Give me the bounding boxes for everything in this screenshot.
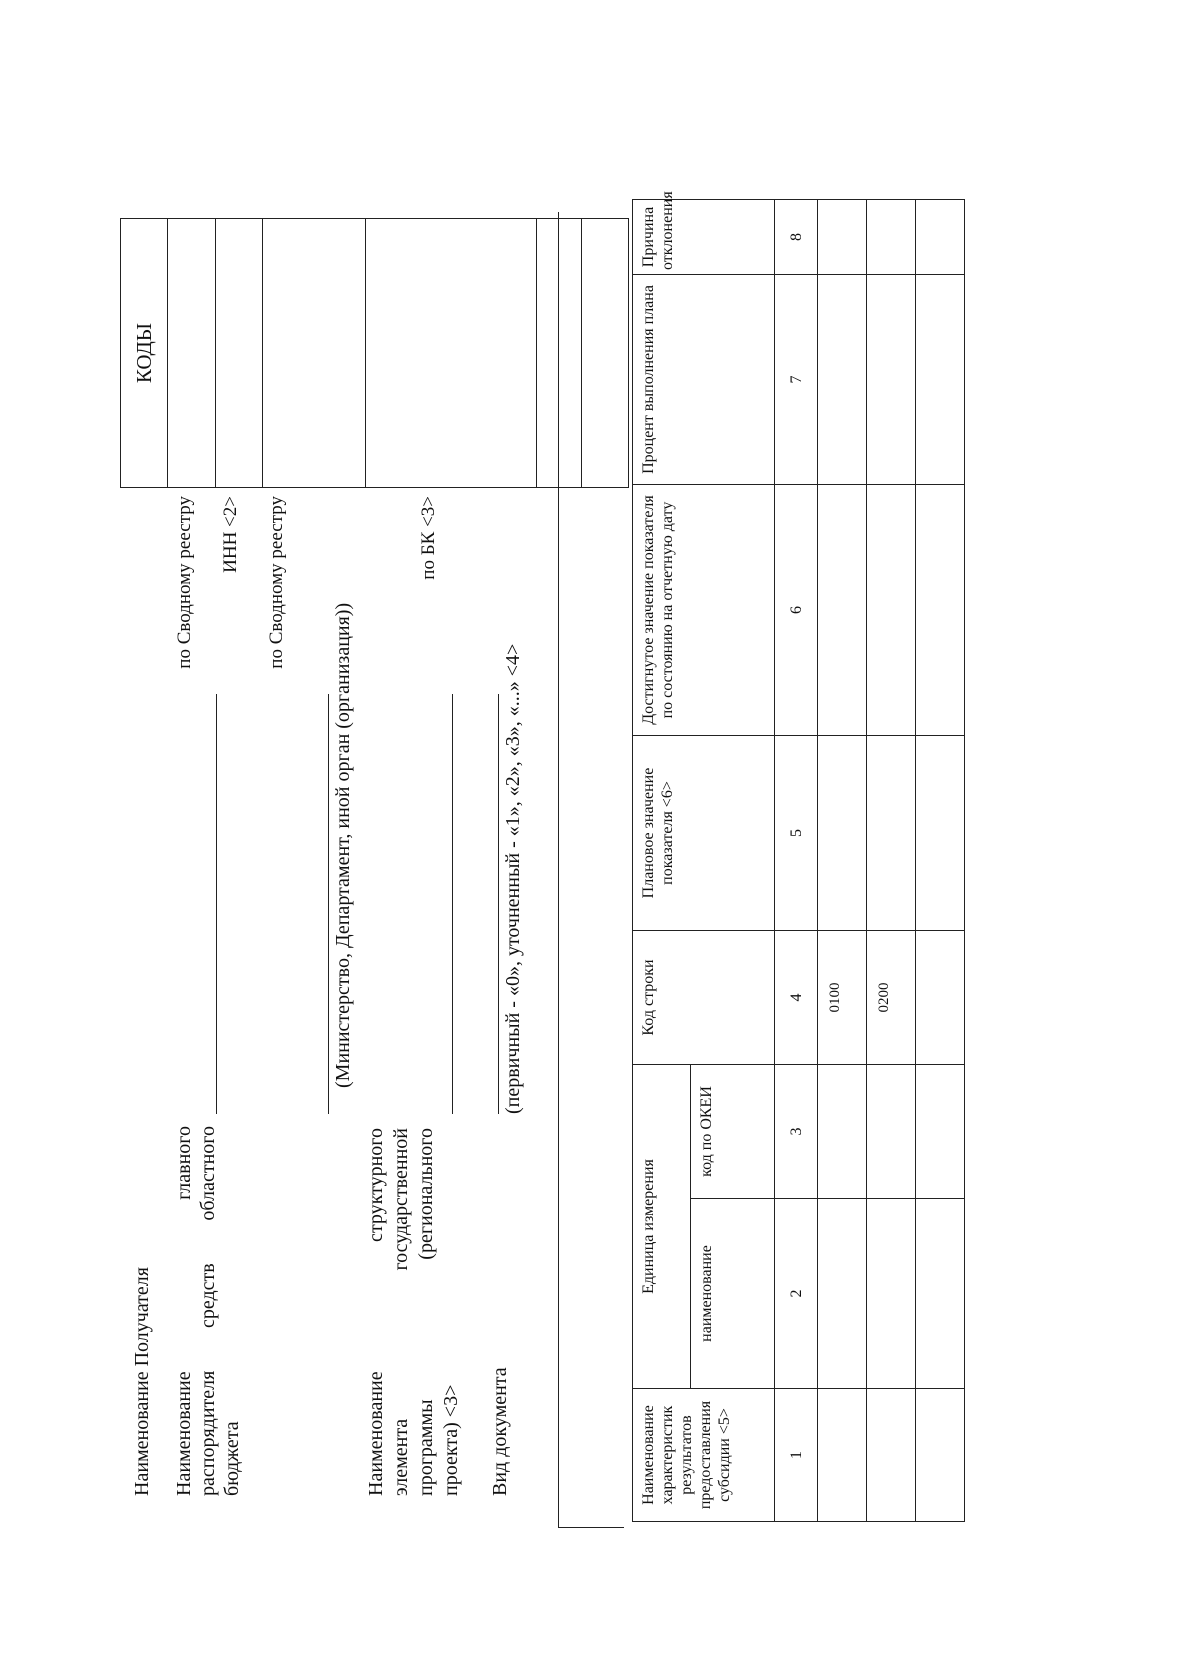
col-number: 5: [775, 735, 818, 930]
table-cell[interactable]: [818, 1199, 867, 1389]
manager-label-line1: Наименование главного: [173, 1126, 195, 1496]
element-label-col2: структурного государственной (регионального: [365, 1128, 437, 1271]
header-achieved-value: Достигнутое значение показателя по состоянию на отчетную дату: [633, 484, 775, 735]
codes-cell-doc: [537, 219, 582, 488]
codes-cell-inn: [216, 219, 263, 488]
column-number-row: [775, 199, 818, 1521]
table-cell[interactable]: [818, 484, 867, 735]
col-number: 6: [775, 484, 818, 735]
table-cell[interactable]: [867, 274, 916, 484]
table-cell[interactable]: [818, 735, 867, 930]
header-row-code: Код строки: [633, 930, 775, 1064]
doc-type-note: (первичный - «0», уточненный - «1», «2», «3», «...» <4>: [502, 643, 524, 1114]
codes-cell-registry-2: [263, 219, 366, 488]
codes-table: [120, 218, 629, 488]
table-cell[interactable]: [916, 274, 965, 484]
header-characteristics: Наименование характеристик результатов предоставления субсидии <5>: [633, 1389, 775, 1522]
codes-cell-bk: [366, 219, 537, 488]
col-number: 1: [775, 1389, 818, 1522]
table-cell[interactable]: [818, 199, 867, 274]
table-cell[interactable]: [916, 1389, 965, 1522]
recipient-label: Наименование Получателя: [131, 1267, 153, 1496]
results-table: [632, 191, 965, 1522]
row-code-cell: 0200: [867, 930, 916, 1064]
table-cell[interactable]: [916, 735, 965, 930]
manager-underline: [216, 694, 217, 1114]
table-cell[interactable]: [916, 1199, 965, 1389]
table-cell[interactable]: [867, 1199, 916, 1389]
table-cell[interactable]: [818, 274, 867, 484]
rotated-report-page: [112, 191, 1092, 1536]
codes-label-registry-2: по Сводному реестру: [266, 496, 287, 669]
table-cell[interactable]: [867, 735, 916, 930]
header-okei-code: код по ОКЕИ: [691, 1064, 775, 1198]
table-row: [916, 199, 965, 1521]
table-cell[interactable]: [818, 1064, 867, 1198]
table-cell[interactable]: [916, 484, 965, 735]
header-unit-name: наименование: [691, 1199, 775, 1389]
codes-title: КОДЫ: [121, 219, 168, 488]
table-cell[interactable]: [867, 484, 916, 735]
element-label-col1: Наименование элемента программы проекта) <3>: [365, 1371, 462, 1496]
col-number: 2: [775, 1199, 818, 1389]
separator-line: [558, 1527, 624, 1528]
table-row: [867, 199, 916, 1521]
col-number: 3: [775, 1064, 818, 1198]
table-cell[interactable]: [867, 1389, 916, 1522]
manager-label-line3: бюджета: [221, 1421, 243, 1496]
table-row: [818, 199, 867, 1521]
codes-cell-empty: [582, 219, 629, 488]
element-underline: [452, 694, 453, 1114]
header-bottom-line: [558, 212, 559, 1528]
codes-label-registry-1: по Сводному реестру: [174, 496, 195, 669]
row-code-cell: 0100: [818, 930, 867, 1064]
doc-type-label: Вид документа: [489, 1367, 511, 1496]
table-cell[interactable]: [916, 1064, 965, 1198]
doc-type-underline: [498, 694, 499, 1114]
col-number: 4: [775, 930, 818, 1064]
col-number: 8: [775, 199, 818, 274]
table-cell[interactable]: [916, 199, 965, 274]
codes-cell-registry-1: [168, 219, 216, 488]
table-cell[interactable]: [867, 1064, 916, 1198]
codes-label-bk: по БК <3>: [418, 496, 439, 580]
header-plan-value: Плановое значение показателя <6>: [633, 735, 775, 930]
header-unit-group: Единица измерения: [633, 1064, 691, 1388]
header-deviation-reason: Причина отклонения: [633, 199, 775, 274]
manager-label-line2: распорядителя средств областного: [197, 1126, 219, 1496]
header-plan-percent: Процент выполнения плана: [633, 274, 775, 484]
ministry-note: (Министерство, Департамент, иной орган (организация)): [332, 602, 354, 1088]
row-code-cell: [916, 930, 965, 1064]
ministry-underline: [328, 694, 329, 1114]
col-number: 7: [775, 274, 818, 484]
codes-label-inn: ИНН <2>: [220, 496, 241, 573]
table-cell[interactable]: [867, 199, 916, 274]
table-cell[interactable]: [818, 1389, 867, 1522]
